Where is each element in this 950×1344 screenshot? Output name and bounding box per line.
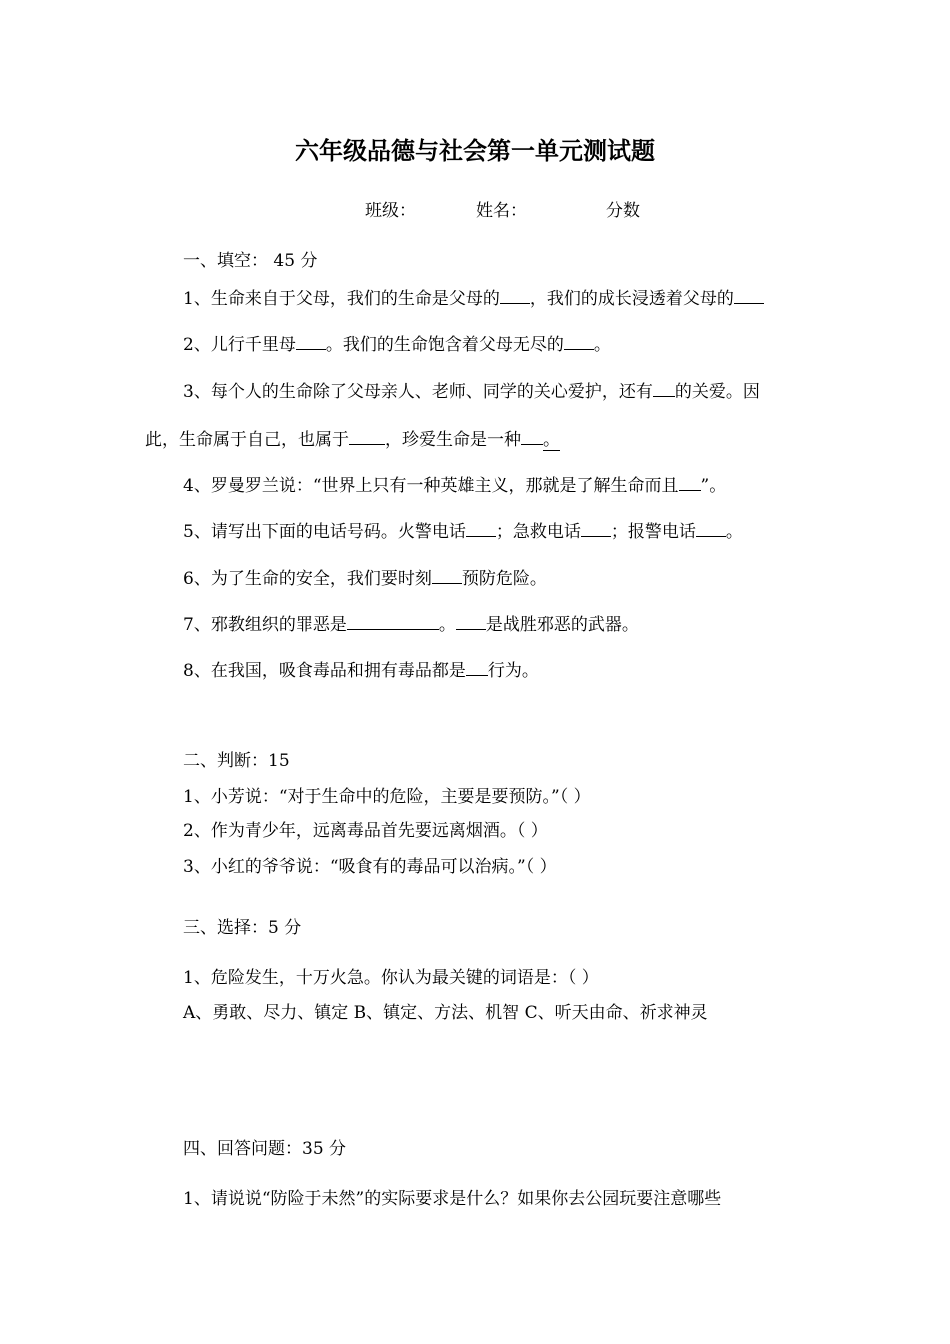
question-text: ；急救电话 (495, 522, 581, 542)
name-label: 姓名： (476, 201, 527, 221)
question-text: 5、请写出下面的电话号码。火警电话 (183, 522, 466, 542)
question-text: ”。 (700, 476, 727, 496)
answer-blank[interactable] (466, 658, 488, 676)
section3-heading: 三、选择：5 分 (183, 918, 302, 938)
answer-blank[interactable] (521, 427, 543, 445)
class-label: 班级： (365, 201, 416, 221)
choice-options: A、勇敢、尽力、镇定 B、镇定、方法、机智 C、听天由命、祈求神灵 (183, 1003, 708, 1023)
answer-blank[interactable] (456, 612, 486, 630)
question-text: 。 (543, 430, 560, 450)
answer-blank[interactable] (564, 332, 594, 350)
fill-question-8 (183, 658, 539, 682)
fill-question-3 (183, 379, 760, 403)
section2-heading: 二、判断：15 (183, 751, 290, 771)
question-text: ，我们的成长浸透着父母的 (529, 289, 734, 309)
question-text: 预防危险。 (461, 569, 547, 589)
answer-blank[interactable] (347, 612, 439, 630)
question-text: ；报警电话 (610, 522, 696, 542)
question-text: 。 (725, 522, 743, 542)
answer-blank[interactable] (734, 286, 764, 304)
question-text: 。 (593, 335, 611, 355)
question-text: 2、儿行千里母 (183, 335, 296, 355)
fill-question-2 (183, 332, 611, 356)
fill-question-4 (183, 473, 726, 497)
answer-question-1: 1、请说说“防险于未然”的实际要求是什么？如果你去公园玩要注意哪些 (183, 1189, 722, 1209)
answer-blank[interactable] (349, 427, 385, 445)
question-text: 行为。 (487, 661, 539, 681)
question-text: 此，生命属于自己，也属于 (145, 430, 349, 450)
fill-question-5 (183, 519, 743, 543)
question-text: 是战胜邪恶的武器。 (485, 615, 639, 635)
judge-question-1: 1、小芳说：“对于生命中的危险，主要是要预防。”（ ） (183, 787, 591, 807)
question-text: ，珍爱生命是一种 (385, 430, 521, 450)
answer-blank[interactable] (432, 566, 462, 584)
answer-blank[interactable] (696, 519, 726, 537)
answer-blank[interactable] (466, 519, 496, 537)
choice-question-1: 1、危险发生，十万火急。你认为最关键的词语是：（ ） (183, 968, 599, 988)
question-text: 。 (438, 615, 456, 635)
judge-question-3: 3、小红的爷爷说：“吸食有的毒品可以治病。”（ ） (183, 857, 557, 877)
question-text: 1、生命来自于父母，我们的生命是父母的 (183, 289, 500, 309)
question-text: 7、邪教组织的罪恶是 (183, 615, 347, 635)
section1-heading: 一、填空： 45 分 (183, 251, 318, 271)
answer-blank[interactable] (581, 519, 611, 537)
fill-question-6 (183, 566, 547, 590)
fill-question-7 (183, 612, 639, 636)
score-label: 分数 (606, 201, 640, 221)
fill-question-1 (183, 286, 764, 310)
fill-question-3-cont (145, 427, 560, 451)
answer-blank[interactable] (296, 332, 326, 350)
question-text: 。我们的生命饱含着父母无尽的 (325, 335, 564, 355)
page-title: 六年级品德与社会第一单元测试题 (295, 136, 655, 165)
question-text: 6、为了生命的安全，我们要时刻 (183, 569, 432, 589)
judge-question-2: 2、作为青少年，远离毒品首先要远离烟酒。（ ） (183, 821, 548, 841)
answer-blank[interactable] (500, 286, 530, 304)
answer-blank[interactable] (679, 473, 701, 491)
question-text: 4、罗曼罗兰说：“世界上只有一种英雄主义，那就是了解生命而且 (183, 476, 679, 496)
question-text: 的关爱。因 (674, 382, 760, 402)
question-text: 3、每个人的生命除了父母亲人、老师、同学的关心爱护，还有 (183, 382, 653, 402)
question-text: 8、在我国，吸食毒品和拥有毒品都是 (183, 661, 466, 681)
answer-blank[interactable] (653, 379, 675, 397)
section4-heading: 四、回答问题：35 分 (183, 1139, 347, 1159)
